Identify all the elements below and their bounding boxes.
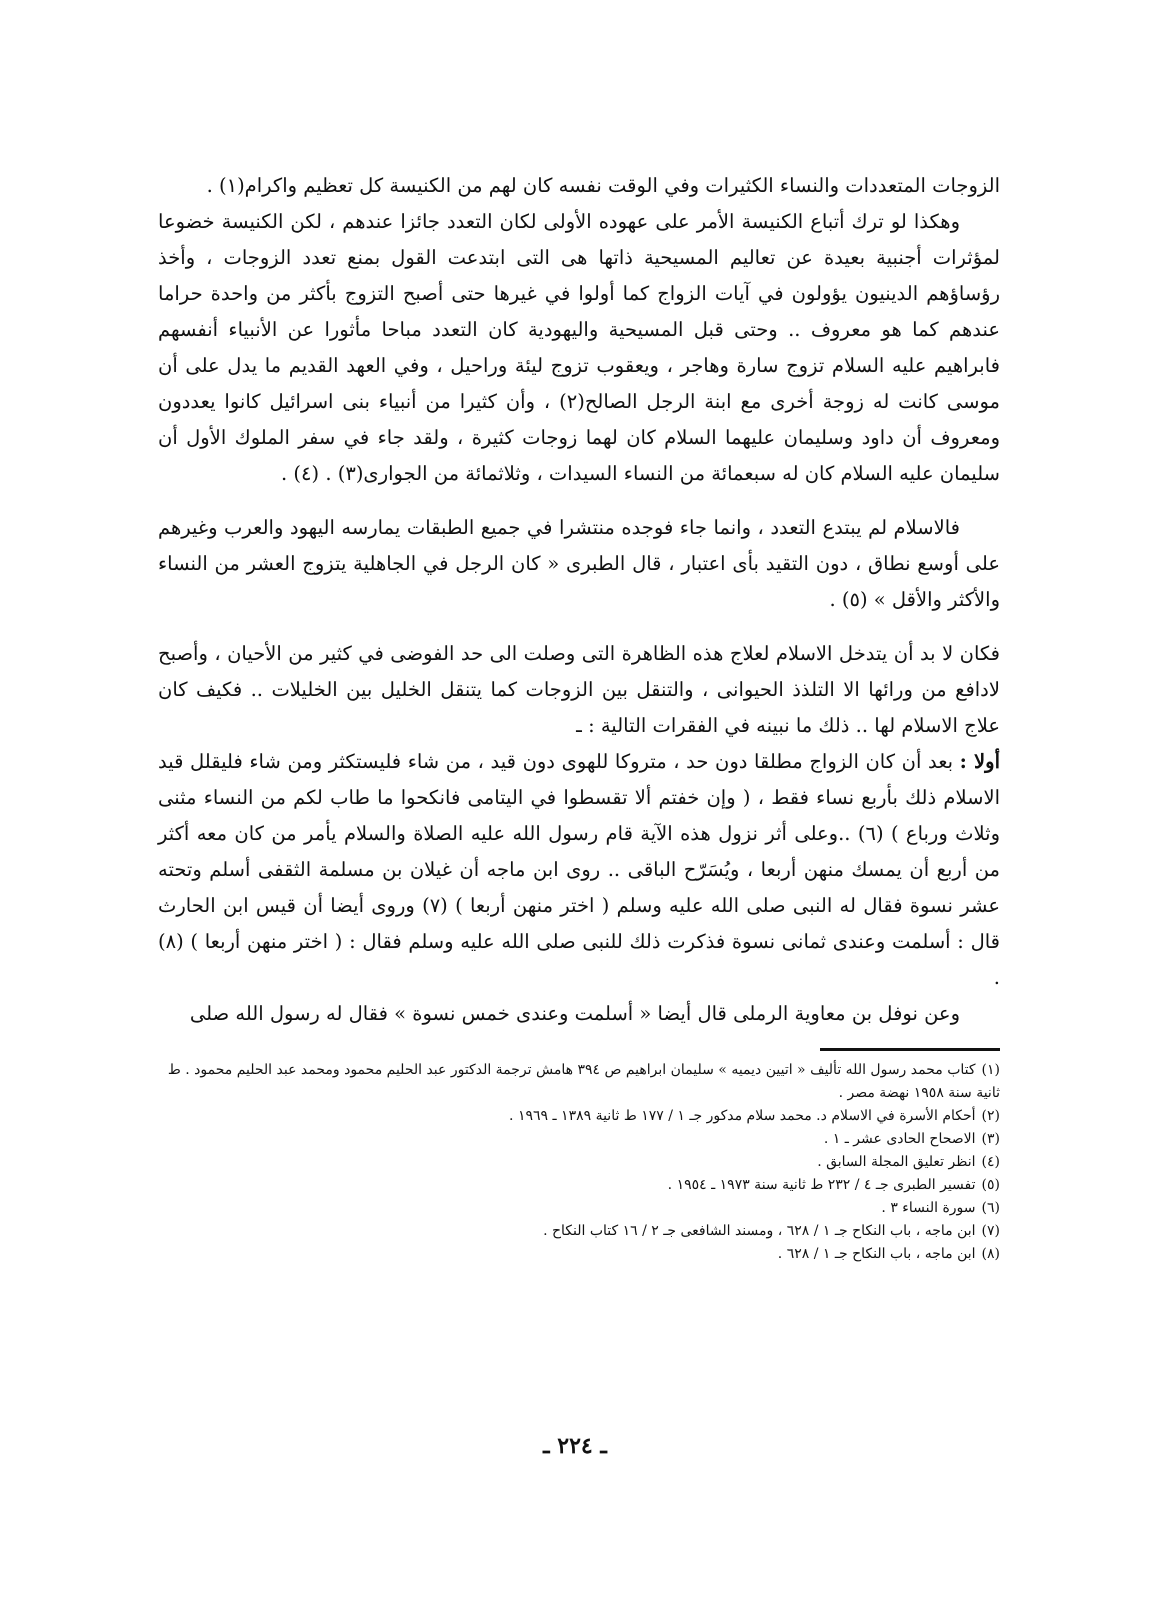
footnote-divider xyxy=(820,1048,1000,1051)
paragraph-5 xyxy=(158,744,1000,996)
footnote-item xyxy=(158,1243,1000,1266)
footnote-text: ابن ماجه ، باب النكاح جـ ١ / ٦٢٨ ، ومسند الشافعى جـ ٢ / ١٦ كتاب النكاح . xyxy=(543,1223,976,1239)
footnote-text: ابن ماجه ، باب النكاح جـ ١ / ٦٢٨ . xyxy=(777,1246,976,1262)
paragraph-lead: أولا : xyxy=(959,750,1000,773)
footnote-number: (٣) xyxy=(981,1131,1000,1147)
paragraph-text: وعن نوفل بن معاوية الرملى قال أيضا « أسلمت وعندى خمس نسوة » فقال له رسول الله صلى xyxy=(189,1002,960,1025)
paragraph-4 xyxy=(158,636,1000,744)
footnote-number: (١) xyxy=(981,1062,1000,1078)
paragraph-text: وهكذا لو ترك أتباع الكنيسة الأمر على عهوده الأولى لكان التعدد جائزا عندهم ، لكن الكنيسة خضوعا لمؤثرات أجنبية بعيدة عن تعاليم المسيحية ذاتها هى التى ابتدعت القول بمنع تعدد الزوجات ، وأخذ رؤساؤهم الدينيون يؤولون في آيات الزواج كما أولوا في غيرها حتى أصبح التزوج بأكثر من واحدة حراما عندهم كما هو معروف .. وحتى قبل المسيحية واليهودية كان التعدد مباحا مأثورا عن الأنبياء أنفسهم فابراهيم عليه السلام تزوج سارة وهاجر ، ويعقوب تزوج ليئة وراحيل ، وفي العهد القديم ما يدل على أن موسى كانت له زوجة أخرى مع ابنة الرجل الصالح(٢) ، وأن كثيرا من أنبياء بنى اسرائيل كانوا يعددون ومعروف أن داود وسليمان عليهما السلام كان لهما زوجات كثيرة ، ولقد جاء في سفر الملوك الأول أن سليمان عليه السلام كان له سبعمائة من النساء السيدات ، وثلاثمائة من الجوارى(٣) . (٤) . xyxy=(158,210,1000,485)
footnote-item xyxy=(158,1105,1000,1128)
footnote-text: تفسير الطبرى جـ ٤ / ٢٣٢ ط ثانية سنة ١٩٧٣ ـ ١٩٥٤ . xyxy=(667,1177,976,1193)
paragraph-1 xyxy=(158,168,1000,204)
footnote-number: (٨) xyxy=(981,1246,1000,1262)
footnote-item xyxy=(158,1174,1000,1197)
footnote-item xyxy=(158,1197,1000,1220)
footnote-number: (٧) xyxy=(981,1223,1000,1239)
footnote-item xyxy=(158,1059,1000,1105)
paragraph-text: فكان لا بد أن يتدخل الاسلام لعلاج هذه الظاهرة التى وصلت الى حد الفوضى في كثير من الأحيان ، وأصبح لادافع من ورائها الا التلذذ الحيوانى ، والتنقل بين الزوجات كما يتنقل الخليل بين الخليلات .. فكيف كان علاج الاسلام لها .. ذلك ما نبينه في الفقرات التالية : ـ xyxy=(158,642,1000,737)
footnote-number: (٢) xyxy=(981,1108,1000,1124)
paragraph-text: الزوجات المتعددات والنساء الكثيرات وفي الوقت نفسه كان لهم من الكنيسة كل تعظيم واكرام(١) . xyxy=(206,174,1000,197)
footnote-text: سورة النساء ٣ . xyxy=(881,1200,976,1216)
footnote-text: انظر تعليق المجلة السابق . xyxy=(817,1154,976,1170)
footnote-number: (٥) xyxy=(981,1177,1000,1193)
footnote-item xyxy=(158,1220,1000,1243)
paragraph-text: فالاسلام لم يبتدع التعدد ، وانما جاء فوجده منتشرا في جميع الطبقات يمارسه اليهود والعرب وغيرهم على أوسع نطاق ، دون التقيد بأى اعتبار ، قال الطبرى « كان الرجل في الجاهلية يتزوج العشر من النساء والأكثر والأقل » (٥) . xyxy=(158,516,1000,611)
paragraph-text: بعد أن كان الزواج مطلقا دون حد ، متروكا للهوى دون قيد ، من شاء فليستكثر ومن شاء فليقلل قيد الاسلام ذلك بأربع نساء فقط ، ( وإن خفتم ألا تقسطوا في اليتامى فانكحوا ما طاب لكم من النساء مثنى وثلاث ورباع ) (٦) ..وعلى أثر نزول هذه الآية قام رسول الله عليه الصلاة والسلام يأمر من كان معه أكثر من أربع أن يمسك منهن أربعا ، ويُسَرّح الباقى .. روى ابن ماجه أن غيلان بن مسلمة الثقفى أسلم وتحته عشر نسوة فقال له النبى صلى الله عليه وسلم ( اختر منهن أربعا ) (٧) وروى أيضا أن قيس ابن الحارث قال : أسلمت وعندى ثمانى نسوة فذكرت ذلك للنبى صلى الله عليه وسلم فقال : ( اختر منهن أربعا ) (٨) . xyxy=(158,750,1000,989)
paragraph-2 xyxy=(158,204,1000,492)
footnote-number: (٦) xyxy=(981,1200,1000,1216)
paragraph-6 xyxy=(158,996,1000,1032)
footnote-text: الاصحاح الحادى عشر ـ ١ . xyxy=(823,1131,976,1147)
footnotes xyxy=(158,1059,1000,1266)
footnote-item xyxy=(158,1128,1000,1151)
page-number: ـ ٢٢٤ ـ xyxy=(543,1433,607,1459)
footnote-item xyxy=(158,1151,1000,1174)
body-text xyxy=(158,168,1000,1032)
footnote-text: كتاب محمد رسول الله تأليف « اتيين ديميه » سليمان ابراهيم ص ٣٩٤ هامش ترجمة الدكتور عبد الحليم محمود ومحمد عبد الحليم محمود . ط ثانية سنة ١٩٥٨ نهضة مصر . xyxy=(167,1062,1000,1101)
footnote-number: (٤) xyxy=(981,1154,1000,1170)
footnote-text: أحكام الأسرة في الاسلام د. محمد سلام مدكور جـ ١ / ١٧٧ ط ثانية ١٣٨٩ ـ ١٩٦٩ . xyxy=(509,1108,976,1124)
paragraph-3 xyxy=(158,510,1000,618)
